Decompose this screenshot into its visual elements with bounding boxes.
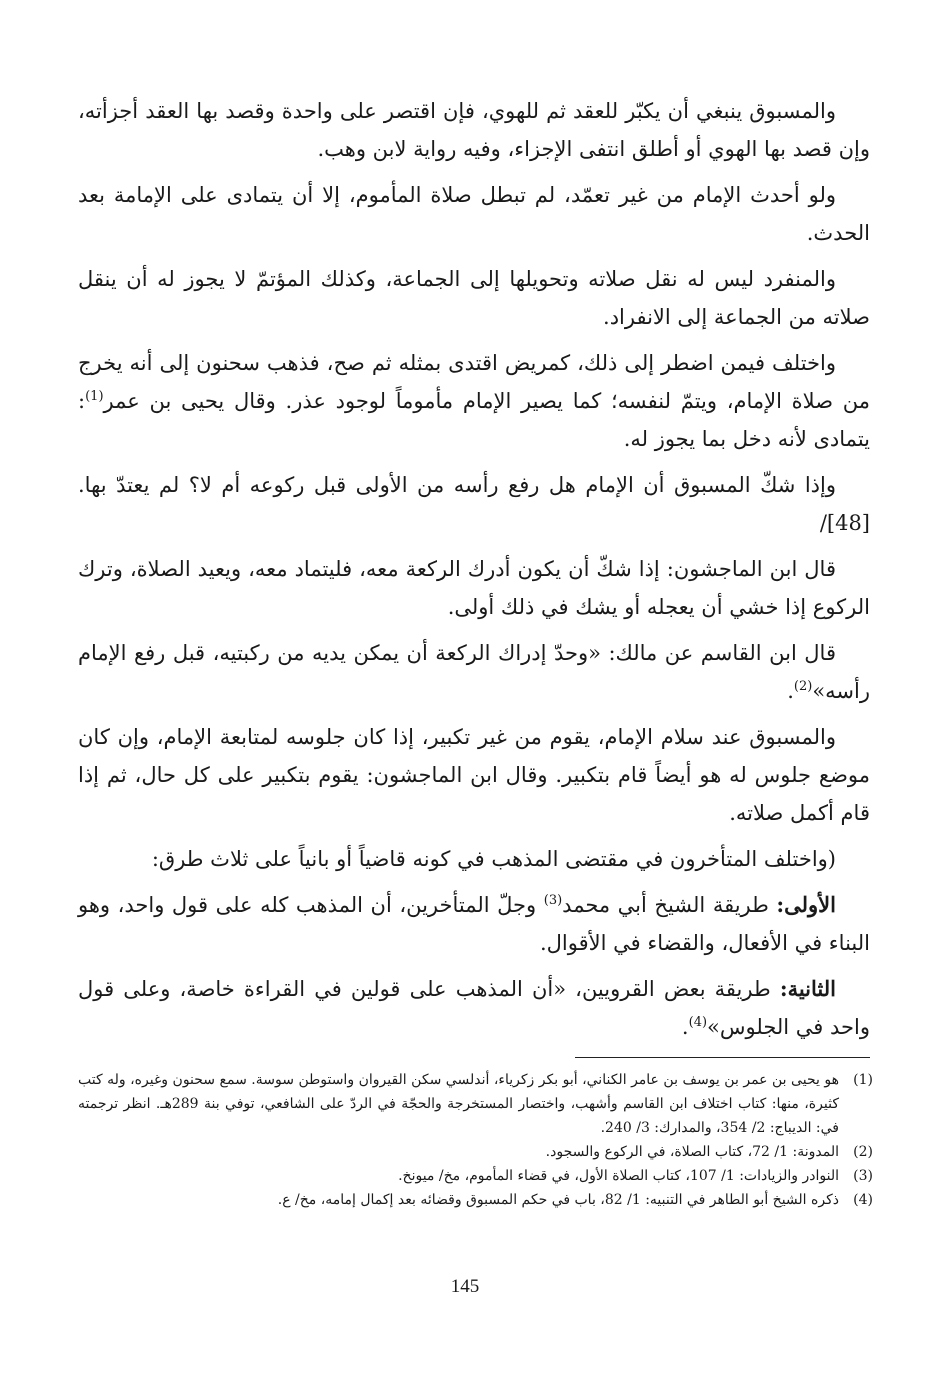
paragraph [78, 176, 870, 252]
paragraph-text: وجلّ المتأخرين، أن المذهب كله على قول واحد، وهو البناء في الأفعال، والقضاء في الأقوال. [78, 893, 870, 955]
footnote-text: النوادر والزيادات: 1/ 107، كتاب الصلاة الأول، في قضاء المأموم، مخ/ ميونخ. [398, 1168, 839, 1184]
paragraph-text: ولو أحدث الإمام من غير تعمّد، لم تبطل صلاة المأموم، إلا أن يتمادى على الإمامة بعد الحدث. [78, 183, 870, 245]
main-text [78, 92, 870, 1054]
paragraph [78, 92, 870, 168]
footnote-reference: (2) [793, 679, 813, 694]
footnotes [78, 1068, 873, 1212]
footnote-number: (1) [853, 1072, 873, 1088]
page-number: 145 [450, 1276, 480, 1297]
footnote-text: ذكره الشيخ أبو الطاهر في التنبيه: 1/ 82، باب في حكم المسبوق وقضائه بعد إكمال إمامه، مخ/ ع. [277, 1192, 839, 1208]
paragraph [78, 260, 870, 336]
paragraph-text: قال ابن القاسم عن مالك: «وحدّ إدراك الركعة أن يمكن يديه من ركبتيه، قبل رفع الإمام رأسه» [78, 641, 870, 703]
footnote [78, 1164, 873, 1188]
paragraph-text: : يتمادى لأنه دخل بما يجوز له. [78, 389, 870, 451]
method-label: الأولى: [776, 892, 836, 917]
paragraph [78, 550, 870, 626]
footnote-number: (2) [853, 1144, 873, 1160]
footnote-text: المدونة: 1/ 72، كتاب الصلاة، في الركوع والسجود. [545, 1144, 839, 1160]
method-label: الثانية: [779, 976, 836, 1001]
footnote [78, 1068, 873, 1140]
footnote-reference: (3) [543, 893, 563, 908]
paragraph-text: (واختلف المتأخرون في مقتضى المذهب في كونه قاضياً أو بانياً على ثلاث طرق: [151, 847, 836, 871]
paragraph [78, 634, 870, 710]
paragraph [78, 344, 870, 458]
paragraph-text: والمسبوق ينبغي أن يكبّر للعقد ثم للهوي، فإن اقتصر على واحدة وقصد بها العقد أجزأته، وإن قصد بها الهوي أو أطلق انتفى الإجزاء، وفيه رواية لابن وهب. [78, 99, 870, 161]
footnote [78, 1140, 873, 1164]
footnote-reference: (1) [85, 389, 104, 404]
footnote-number: (3) [853, 1168, 873, 1184]
footnote-number: (4) [853, 1192, 873, 1208]
paragraph-text: قال ابن الماجشون: إذا شكّ أن يكون أدرك الركعة معه، فليتماد معه، ويعيد الصلاة، وترك الركوع إذا خشي أن يعجله أو يشك في ذلك أولى. [78, 557, 870, 619]
footnote-reference: (4) [688, 1015, 708, 1030]
paragraph-text: وإذا شكّ المسبوق أن الإمام هل رفع رأسه من الأولى قبل ركوعه أم لا؟ لم يعتدّ بها. [78, 473, 836, 497]
paragraph-text: والمسبوق عند سلام الإمام، يقوم من غير تكبير، إذا كان جلوسه لمتابعة الإمام، وإن كان موضع جلوس له هو أيضاً قام بتكبير. وقال ابن الماجشون: يقوم بتكبير على كل حال، ثم إذا قام أكمل صلاته. [78, 725, 870, 825]
paragraph [78, 840, 870, 878]
paragraph-text: والمنفرد ليس له نقل صلاته وتحويلها إلى الجماعة، وكذلك المؤتمّ لا يجوز له أن ينقل صلاته من الجماعة إلى الانفراد. [78, 267, 870, 329]
footnote-text: هو يحيى بن عمر بن يوسف بن عامر الكناني، أبو بكر زكرياء، أندلسي سكن القيروان واستوطن سوسة. سمع سحنون وغيره، وله كتب كثيرة، منها: كتاب اختلاف ابن القاسم وأشهب، واختصار المستخرجة والحجّة في الردّ على الشافعي، توفي بنة 289هـ. انظر ترجمته في: الديباج: 2/ 354، والمدارك: 3/ 240. [78, 1072, 839, 1136]
paragraph-text: . [681, 1015, 689, 1039]
paragraph-text: . [787, 679, 794, 703]
paragraph [78, 718, 870, 832]
paragraph [78, 466, 870, 542]
paragraph-text: واختلف فيمن اضطر إلى ذلك، كمريض اقتدى بمثله ثم صح، فذهب سحنون إلى أنه يخرج من صلاة الإمام، ويتمّ لنفسه؛ كما يصير الإمام مأموماً لوجود عذر. وقال يحيى بن عمر [78, 351, 870, 413]
paragraph-text: طريقة بعض القرويين، «أن المذهب على قولين في القراءة خاصة، وعلى قول واحد في الجلوس» [78, 977, 870, 1039]
paragraph-text: طريقة الشيخ أبي محمد [562, 893, 777, 917]
paragraph [78, 886, 870, 962]
footnote-divider [575, 1057, 870, 1058]
manuscript-page-reference: /[48] [819, 511, 870, 535]
footnote [78, 1188, 873, 1212]
paragraph [78, 970, 870, 1046]
